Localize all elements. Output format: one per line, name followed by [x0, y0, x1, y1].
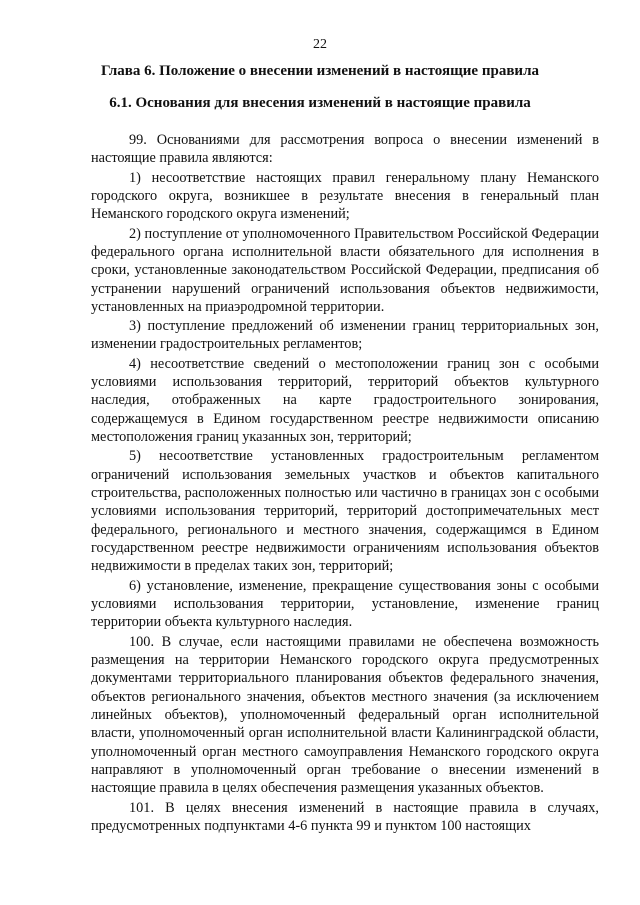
paragraph-99-item-1: 1) несоответствие настоящих правил генеральному плану Неманского городского округа, возникшее в результате внесения в генеральный план Неманского городского округа изменений;: [91, 169, 599, 223]
paragraph-99-item-4: 4) несоответствие сведений о местоположении границ зон с особыми условиями использования территорий, территорий объектов культурного наследия, отображенных на карте градостроительного зонирования, содержащемуся в Едином государственном реестре недвижимости описанию местоположения границ указанных зон, территорий;: [91, 355, 599, 446]
chapter-title: Глава 6. Положение о внесении изменений в настоящие правила: [101, 63, 539, 79]
paragraph-99-item-6: 6) установление, изменение, прекращение существования зоны с особыми условиями использования территории, установление, изменение границ территории объекта культурного наследия.: [91, 577, 599, 631]
paragraph-99-item-2: 2) поступление от уполномоченного Правительством Российской Федерации федерального органа исполнительной власти обязательного для исполнения в сроки, установленные законодательством Российской Федерации, предписания об устранении нарушений ограничений использования объектов недвижимости, установленных на приаэродромной территории.: [91, 225, 599, 315]
paragraph-99-item-3: 3) поступление предложений об изменении границ территориальных зон, изменении градостроительных регламентов;: [91, 318, 599, 353]
document-body: [91, 131, 599, 836]
paragraph-99-item-5: 5) несоответствие установленных градостроительным регламентом ограничений использования земельных участков и объектов капитального строительства, расположенных полностью или частично в границах зон с особыми условиями использования территорий, территорий достопримечательных мест федерального, регионального и местного значения, содержащимся в Едином государственном реестре недвижимости ограничениям использования объектов недвижимости в пределах таких зон, территорий;: [91, 448, 599, 575]
page-number: 22: [313, 37, 327, 52]
section-title: 6.1. Основания для внесения изменений в настоящие правила: [109, 95, 531, 111]
paragraph-99-intro: 99. Основаниями для рассмотрения вопроса о внесении изменений в настоящие правила являются:: [91, 132, 599, 167]
paragraph-101: 101. В целях внесения изменений в настоящие правила в случаях, предусмотренных подпунктами 4-6 пункта 99 и пунктом 100 настоящих: [91, 799, 599, 834]
paragraph-100: 100. В случае, если настоящими правилами не обеспечена возможность размещения на территории Неманского городского округа предусмотренных документами территориального планирования объектов федерального значения, объектов регионального значения, объектов местного значения (за исключением линейных объектов), уполномоченный федеральный орган исполнительной власти, уполномоченный орган исполнительной власти Калининградской области, уполномоченный орган местного самоуправления Неманского городского округа направляют в уполномоченный орган требование о внесении изменений в настоящие правила в целях обеспечения размещения указанных объектов.: [91, 633, 599, 797]
